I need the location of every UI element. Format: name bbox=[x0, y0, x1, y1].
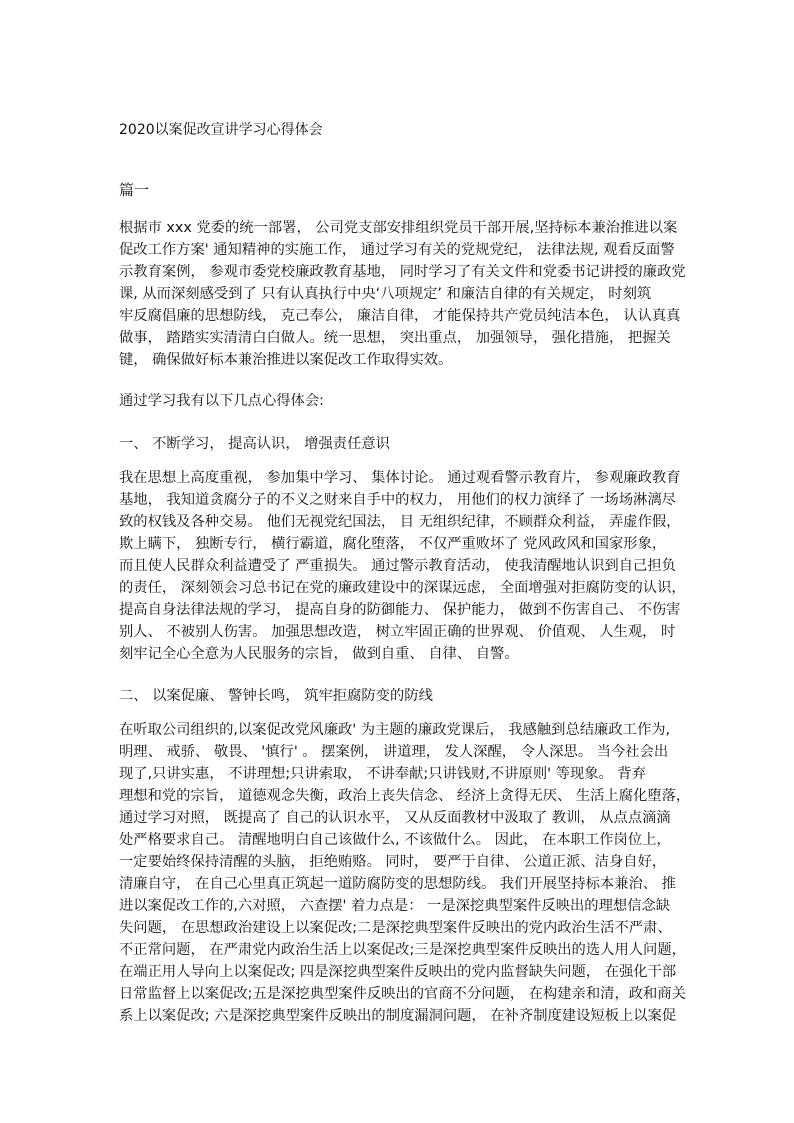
text-line: 课, 从而深刻感受到了 只有认真执行中央‘八项规定’ 和廉洁自律的有关规定， 时刻筑 bbox=[119, 286, 652, 302]
text-line: 一、 不断学习， 提高认识， 增强责任意识 bbox=[119, 436, 390, 452]
text-line: 我在思想上高度重视， 参加集中学习、 集体讨论。 通过观看警示教育片， 参观廉政教育 bbox=[119, 470, 681, 486]
text-line: 的责任， 深刻领会习总书记在党的廉政建设中的深谋远虑， 全面增强对拒腐防变的认识， bbox=[119, 580, 686, 596]
text-line: 二、 以案促廉、 警钟长鸣， 筑牢拒腐防变的防线 bbox=[119, 688, 433, 704]
text-line: 而且使人民群众利益遭受了 严重损失。 通过警示教育活动， 使我清醒地认识到自己担负 bbox=[119, 558, 676, 574]
text-line: 促改工作方案' 通知精神的实施工作， 通过学习有关的党规党纪， 法律法规, 观看反面警 bbox=[119, 242, 675, 258]
text-line: 现了,只讲实惠， 不讲理想;只讲索取， 不讲奉献;只讲钱财,不讲原则' 等现象。 背弃 bbox=[119, 766, 646, 782]
text-line: 一定要始终保持清醒的头脑， 拒绝贿赂。 同时， 要严于自律、 公道正派、洁身自好， bbox=[119, 854, 667, 870]
text-line: 处严格要求自己。 清醒地明白自己该做什么, 不该做什么。 因此， 在本职工作岗位上， bbox=[119, 832, 671, 848]
text-line: 日常监督上以案促改;五是深挖典型案件反映出的官商不分问题， 在构建亲和清，政和商关 bbox=[119, 986, 686, 1002]
text-line: 做事， 踏踏实实清清白白做人。统一思想， 突出重点， 加强领导， 强化措施， 把握关 bbox=[119, 330, 671, 346]
text-line: 提高自身法律法规的学习， 提高自身的防御能力、 保护能力， 做到不伤害自己、 不伤害 bbox=[119, 602, 681, 618]
text-line: 在听取公司组织的,以案促改党风廉政' 为主题的廉政党课后， 我感触到总结廉政工作为, bbox=[119, 722, 671, 738]
text-line: 不正常问题， 在严肃党内政治生活上以案促改;三是深挖典型案件反映出的选人用人问题， bbox=[119, 942, 686, 958]
text-line: 基地， 我知道贪腐分子的不义之财来自手中的权力， 用他们的权力演绎了 一场场淋漓尽 bbox=[119, 492, 676, 508]
text-line: 在端正用人导向上以案促改; 四是深挖典型案件反映出的党内监督缺失问题， 在强化干部 bbox=[119, 964, 677, 980]
text-line: 致的权钱及各种交易。 他们无视党纪国法， 目 无组织纪律，不顾群众利益， 弄虚作假， bbox=[119, 514, 681, 530]
document-title: 2020以案促改宣讲学习心得体会 bbox=[119, 122, 323, 138]
text-line: 系上以案促改; 六是深挖典型案件反映出的制度漏洞问题， 在补齐制度建设短板上以案促 bbox=[119, 1008, 677, 1024]
text-line: 清廉自守， 在自己心里真正筑起一道防腐防变的思想防线。 我们开展坚持标本兼治、 推 bbox=[119, 876, 676, 892]
text-line: 失问题， 在思想政治建设上以案促改;二是深挖典型案件反映出的党内政治生活不严肃、 bbox=[119, 920, 672, 936]
text-line: 根据市 xxx 党委的统一部署， 公司党支部安排组织党员干部开展,坚持标本兼治推进以案 bbox=[119, 220, 678, 236]
text-line: 理想和党的宗旨， 道德观念失衡，政治上丧失信念、 经济上贪得无厌、 生活上腐化堕落， bbox=[119, 788, 691, 804]
text-line: 牢反腐倡廉的思想防线， 克己奉公， 廉洁自律， 才能保持共产党员纯洁本色， 认认真真 bbox=[119, 308, 681, 324]
text-line: 刻牢记全心全意为人民服务的宗旨， 做到自重、 自律、 自警。 bbox=[119, 646, 519, 662]
text-line: 通过学习对照， 既提高了 自己的认识水平， 又从反面教材中汲取了 教训， 从点点滴滴 bbox=[119, 810, 671, 826]
text-line: 键， 确保做好标本兼治推进以案促改工作取得实效。 bbox=[119, 352, 453, 368]
text-line: 别人、 不被别人伤害。 加强思想改造， 树立牢固正确的世界观、 价值观、 人生观， 时 bbox=[119, 624, 676, 640]
text-line: 明理、 戒骄、 敬畏、 '慎行' 。 摆案例， 讲道理， 发人深醒， 令人深思。 当今社会出 bbox=[119, 744, 669, 760]
text-line: 通过学习我有以下几点心得体会: bbox=[119, 393, 324, 409]
text-line: 示教育案例， 参观市委党校廉政教育基地， 同时学习了有关文件和党委书记讲授的廉政党 bbox=[119, 264, 686, 280]
text-line: 欺上瞒下， 独断专行， 横行霸道，腐化堕落， 不仅严重败坏了 党风政风和国家形象， bbox=[119, 536, 667, 552]
section-label: 篇一 bbox=[119, 181, 150, 199]
text-line: 进以案促改工作的,六对照， 六查摆' 着力点是： 一是深挖典型案件反映出的理想信念缺 bbox=[119, 898, 671, 914]
